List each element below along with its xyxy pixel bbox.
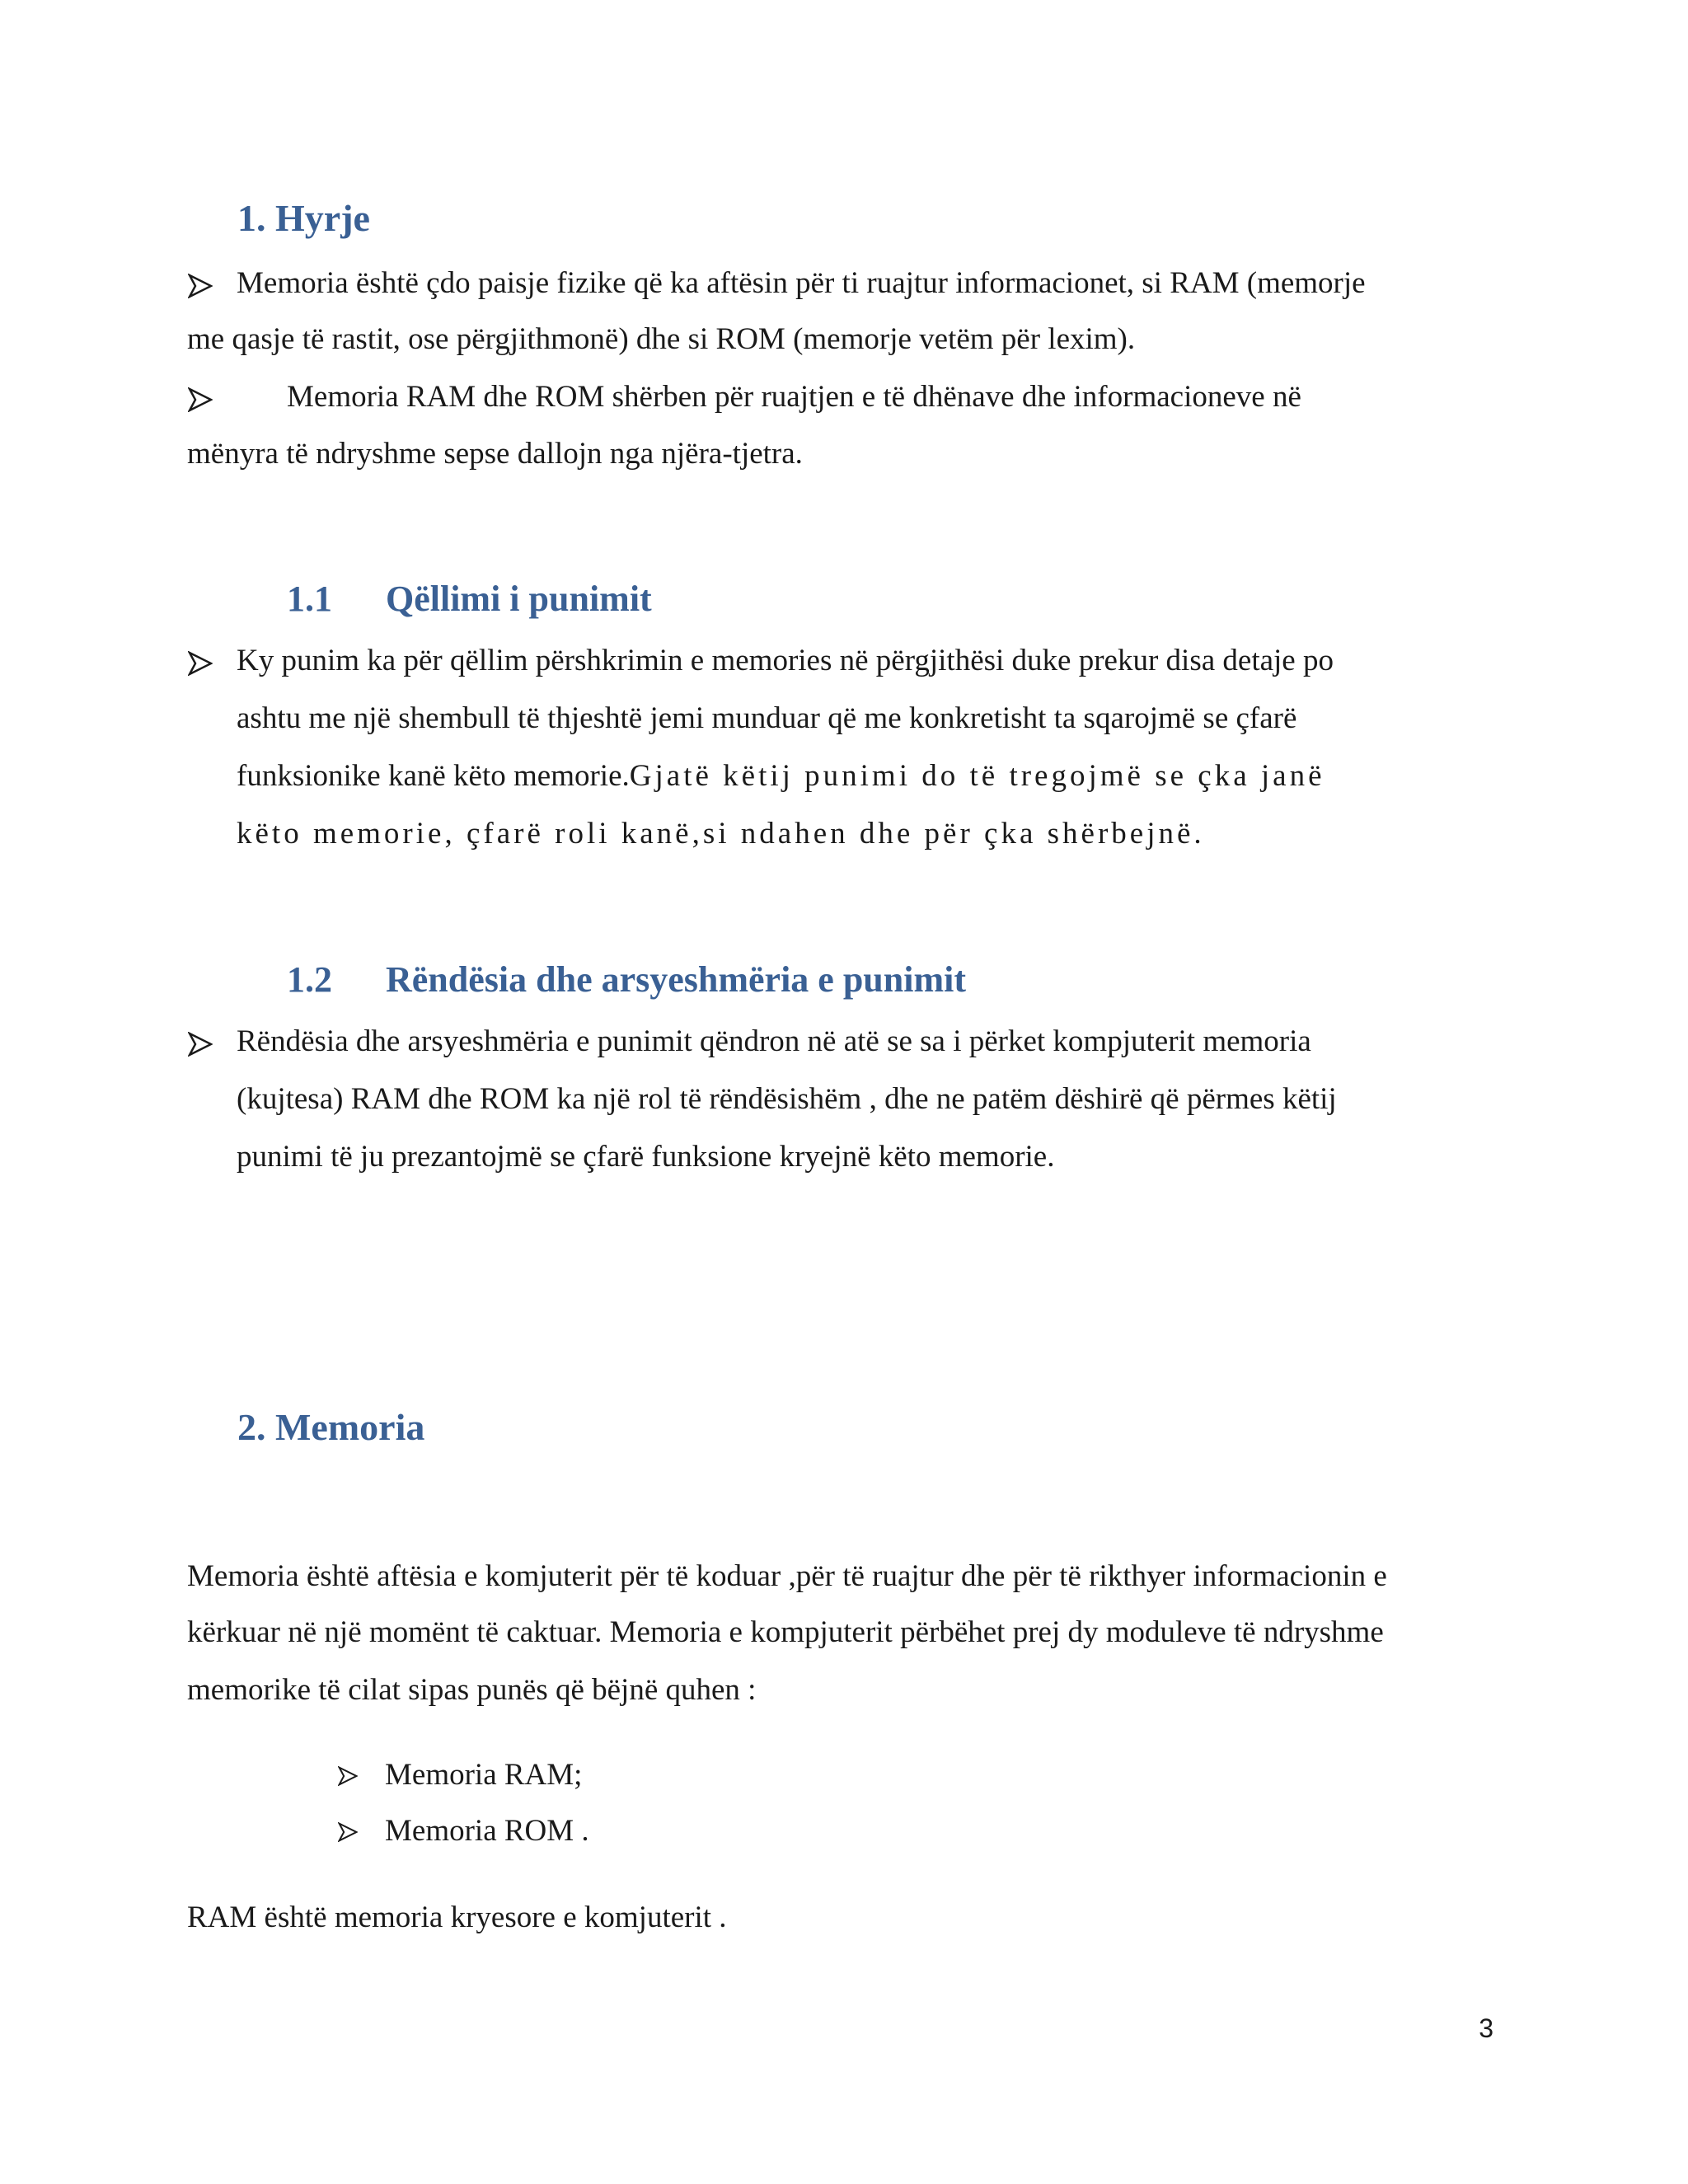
list-item: Memoria RAM;	[385, 1758, 583, 1792]
paragraph-line: punimi të ju prezantojmë se çfarë funksione kryejnë këto memorie.	[237, 1140, 1055, 1174]
paragraph-line: (kujtesa) RAM dhe ROM ka një rol të rëndësishëm , dhe ne patëm dëshirë që përmes këtij	[237, 1082, 1337, 1116]
section-heading-memoria: 2. Memoria	[237, 1406, 425, 1448]
arrowhead-bullet-icon	[338, 1766, 358, 1786]
paragraph-line: Memoria RAM dhe ROM shërben për ruajtjen e të dhënave dhe informacioneve në	[287, 380, 1301, 414]
paragraph-line: mënyra të ndryshme sepse dallojn nga njëra-tjetra.	[187, 437, 803, 471]
list-item: Memoria ROM .	[385, 1814, 589, 1848]
paragraph-line: Memoria është aftësia e komjuterit për të koduar ,për të ruajtur dhe për të rikthyer informacionin e	[187, 1559, 1387, 1593]
closing-line: RAM është memoria kryesore e komjuterit .	[187, 1900, 727, 1934]
arrowhead-bullet-icon	[188, 1032, 213, 1057]
paragraph-line: me qasje të rastit, ose përgjithmonë) dhe si ROM (memorje vetëm për lexim).	[187, 322, 1136, 356]
paragraph-line: memorike të cilat sipas punës që bëjnë quhen :	[187, 1673, 757, 1707]
subsection-heading-qellimi	[287, 578, 652, 620]
paragraph-line	[237, 758, 1325, 794]
arrowhead-bullet-icon	[188, 651, 213, 676]
subsection-title: Rëndësia dhe arsyeshmëria e punimit	[386, 959, 966, 1000]
subsection-number: 1.1	[287, 579, 332, 619]
paragraph-line-spaced: këto memorie, çfarë roli kanë,si ndahen dhe për çka shërbejnë.	[237, 817, 1205, 851]
arrowhead-bullet-icon	[188, 274, 213, 298]
arrowhead-bullet-icon	[188, 387, 213, 412]
section-heading-hyrje: 1. Hyrje	[237, 197, 370, 239]
paragraph-line: Rëndësia dhe arsyeshmëria e punimit qëndron në atë se sa i përket kompjuterit memoria	[237, 1024, 1311, 1058]
paragraph-line: Ky punim ka për qëllim përshkrimin e memories në përgjithësi duke prekur disa detaje po	[237, 644, 1334, 677]
paragraph-line: kërkuar në një momënt të caktuar. Memoria e kompjuterit përbëhet prej dy moduleve të ndryshme	[187, 1615, 1384, 1649]
arrowhead-bullet-icon	[338, 1822, 358, 1842]
paragraph-fragment: funksionike kanë këto memorie.	[237, 759, 630, 793]
subsection-heading-rendesia	[287, 958, 966, 1001]
paragraph-fragment-spaced: Gjatë këtij punimi do të tregojmë se çka janë	[629, 759, 1325, 793]
page-number: 3	[1479, 2013, 1493, 2043]
subsection-number: 1.2	[287, 959, 332, 1000]
paragraph-line: ashtu me një shembull të thjeshtë jemi munduar që me konkretisht ta sqarojmë se çfarë	[237, 701, 1297, 735]
paragraph-line: Memoria është çdo paisje fizike që ka aftësin për ti ruajtur informacionet, si RAM (memorje	[237, 266, 1366, 300]
subsection-title: Qëllimi i punimit	[386, 579, 652, 619]
